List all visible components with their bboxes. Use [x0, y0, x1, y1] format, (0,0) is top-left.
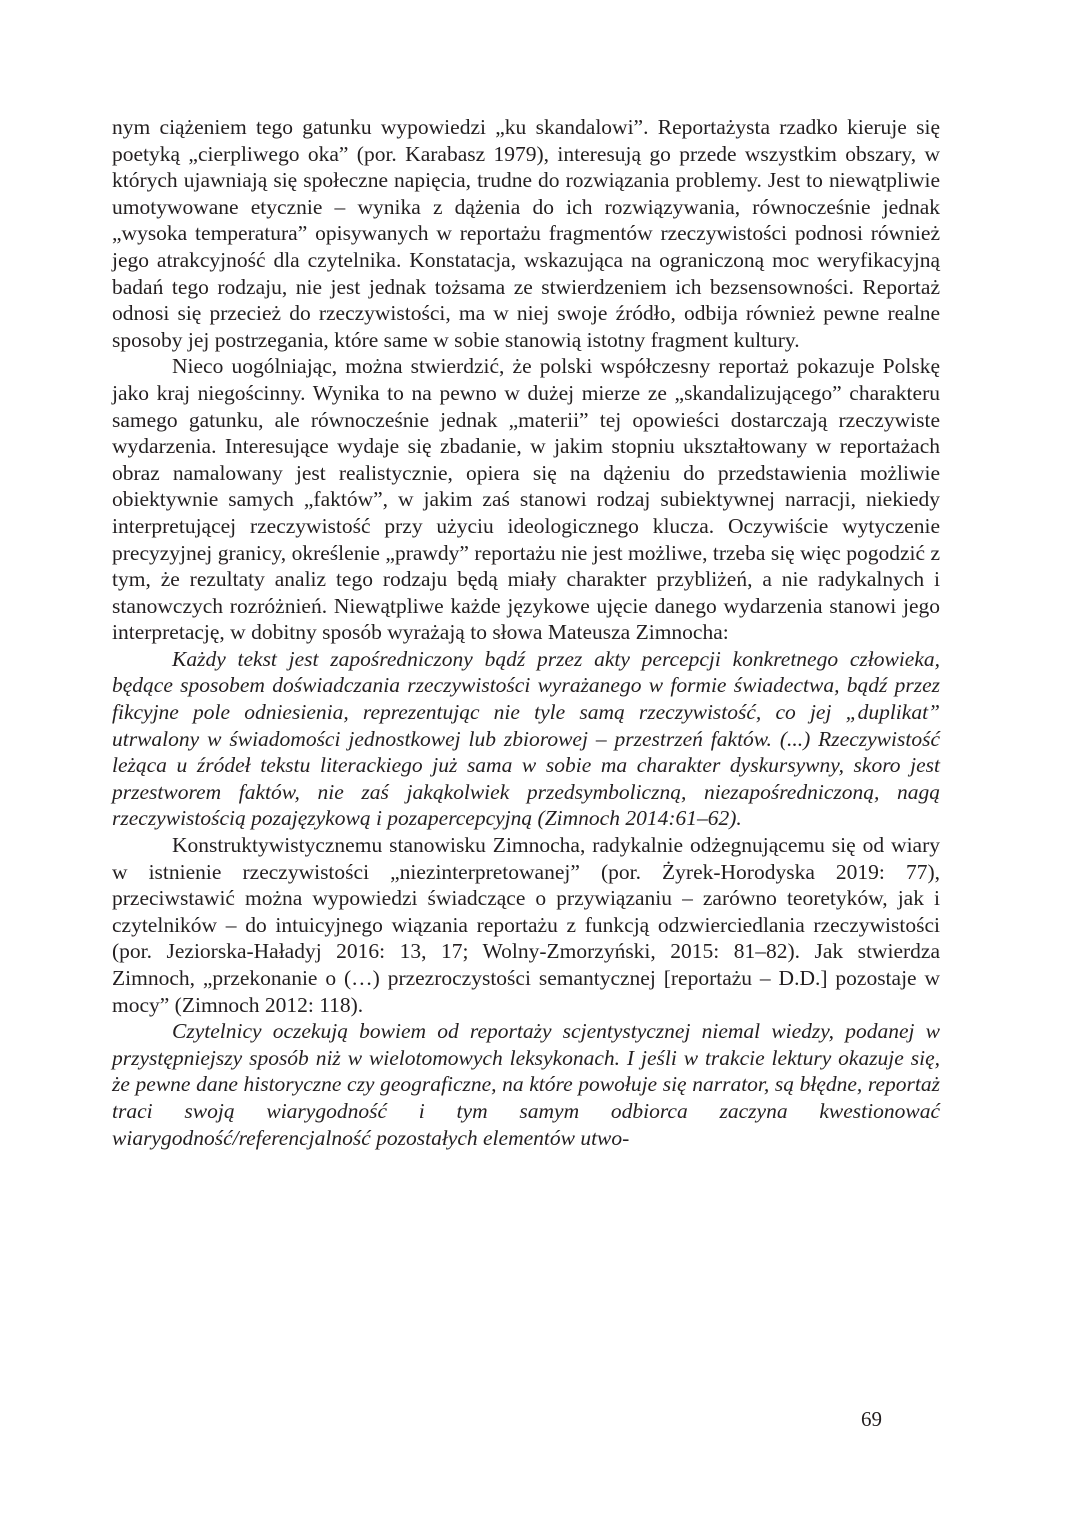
- page-number: 69: [861, 1407, 882, 1431]
- paragraph-skandal: nym ciążeniem tego gatunku wypowiedzi „ku skandalowi”. Reportażysta rzadko kieruje się poetyką „cierpliwego oka” (por. Karabasz 1979), interesują go przede wszystkim obszary, w których ujawniają się społeczne napięcia, trudne do rozwiązania problemy. Jest to niewątpliwie umotywowane etycznie – wynika z dążenia do ich rozwiązywania, równocześnie jednak „wysoka temperatura” opisywanych w reportażu fragmentów rzeczywistości podnosi również jego atrakcyjność dla czytelnika. Konstatacja, wskazująca na ograniczoną moc weryfikacyjną badań tego rodzaju, nie jest jednak tożsama ze stwierdzeniem ich bezsensowności. Reportaż odnosi się przecież do rzeczywistości, ma w niej swoje źródło, odbija również pewne realne sposoby jej postrzegania, które same w sobie stanowią istotny fragment kultury.: [112, 115, 940, 352]
- page-body: [112, 114, 940, 1151]
- block-quote-czytelnicy: Czytelnicy oczekują bowiem od reportaży scjentystycznej niemal wiedzy, podanej w przystępniejszy sposób niż w wielotomowych leksykonach. I jeśli w trakcie lektury okazuje się, że pewne dane historyczne czy geograficzne, na które powołuje się narrator, są błędne, reportaż traci swoją wiarygodność i tym samym odbiorca zaczyna kwestionować wiarygodność/referencjalność pozostałych elementów utwo-: [112, 1019, 940, 1150]
- paragraph-konstruktywizm: Konstruktywistycznemu stanowisku Zimnocha, radykalnie odżegnującemu się od wiary w istnienie rzeczywistości „niezinterpretowanej” (por. Żyrek-Horodyska 2019: 77), przeciwstawić można wypowiedzi świadczące o przywiązaniu – zarówno teoretyków, jak i czytelników – do intuicyjnego wiązania reportażu z funkcją odzwierciedlania rzeczywistości (por. Jeziorska-Haładyj 2016: 13, 17; Wolny-Zmorzyński, 2015: 81–82). Jak stwierdza Zimnoch, „przekonanie o (…) przezroczystości semantycznej [reportażu – D.D.] pozostaje w mocy” (Zimnoch 2012: 118).: [112, 833, 940, 1017]
- block-quote-zimnoch-2014: Każdy tekst jest zapośredniczony bądź przez akty percepcji konkretnego człowieka, będące sposobem doświadczania rzeczywistości wyrażanego w formie świadectwa, bądź przez fikcyjne pole odniesienia, reprezentując nie tyle samą rzeczywistość, co jej „duplikat” utrwalony w świadomości jednostkowej lub zbiorowej – przestrzeń faktów. (...) Rzeczywistość leżąca u źródeł tekstu literackiego już sama w sobie ma charakter dyskursywny, skoro jest przestworem faktów, nie zaś jakąkolwiek przedsymboliczną, niezapośredniczoną, nagą rzeczywistością pozajęzykową i pozapercepcyjną (Zimnoch 2014:61–62).: [112, 646, 940, 831]
- paragraph-niegoscinny: Nieco uogólniając, można stwierdzić, że polski współczesny reportaż pokazuje Polskę jako kraj niegościnny. Wynika to na pewno w dużej mierze ze „skandalizującego” charakteru samego gatunku, ale równocześnie jednak „materii” tej opowieści dostarczają rzeczywiste wydarzenia. Interesujące wydaje się zbadanie, w jakim stopniu ukształtowany w reportażach obraz namalowany jest realistycznie, opiera się na dążeniu do przedstawienia możliwie obiektywnie samych „faktów”, w jakim zaś stanowi rodzaj subiektywnej narracji, niekiedy interpretującej rzeczywistość przy użyciu ideologicznego klucza. Oczywiście wytyczenie precyzyjnej granicy, określenie „prawdy” reportażu nie jest możliwe, trzeba się więc pogodzić z tym, że rezultaty analiz tego rodzaju będą miały charakter przybliżeń, a nie radykalnych i stanowczych rozróżnień. Niewątpliwe każde językowe ujęcie danego wydarzenia stanowi jego interpretację, w dobitny sposób wyrażają to słowa Mateusza Zimnocha:: [112, 354, 940, 645]
